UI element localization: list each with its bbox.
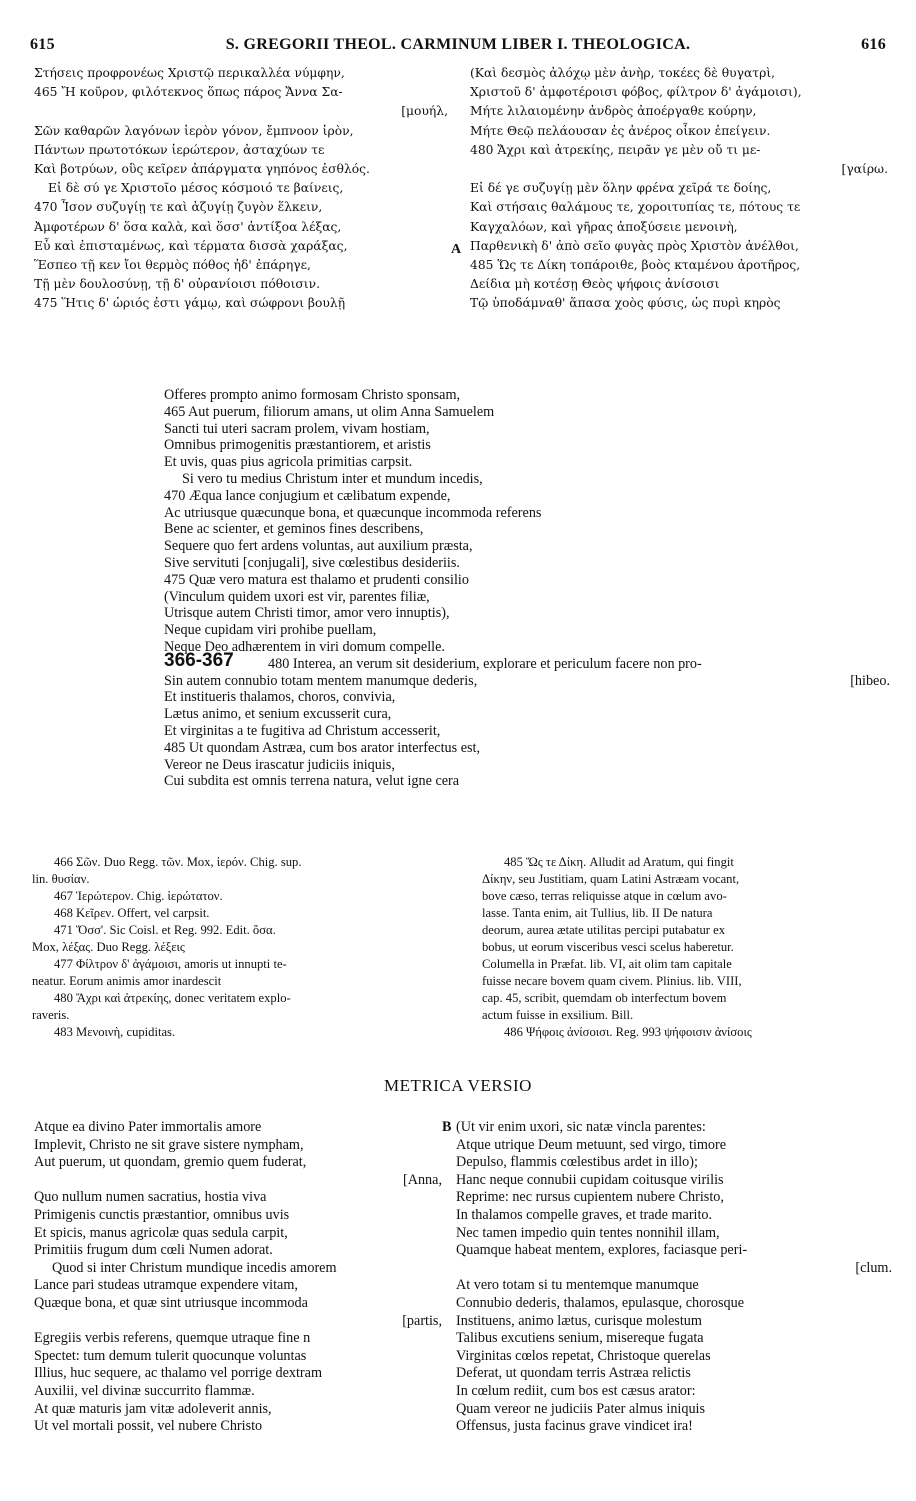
line-text: deorum, aurea ætate utilitas percipi putabatur ex	[482, 923, 726, 937]
line-text: Deferat, ut quondam terris Astræa relictis	[456, 1365, 691, 1382]
line-text: Εἰ δέ γε συζυγίῃ μὲν ὅλην φρένα χεῖρά τε δοίης,	[470, 181, 772, 196]
greek-verse-line	[34, 64, 452, 83]
line-text: bobus, ut eorum visceribus vesci scelus haberetur.	[482, 940, 734, 954]
line-text: Si vero tu medius Christum inter et mundum incedis,	[182, 470, 483, 487]
metrica-verse-line	[34, 1365, 446, 1383]
latin-verse-line	[164, 740, 890, 757]
footnote-line	[482, 905, 886, 922]
metrica-versio-right-column	[442, 1119, 896, 1436]
greek-verse-line	[470, 160, 888, 179]
metrica-verse-line	[34, 1154, 446, 1172]
line-text: Καὶ βοτρύων, οὓς κεῖρεν ἀπάργματα γηπόνος ἐσθλός.	[34, 161, 370, 176]
line-text: Mox, λέξας. Duo Regg. λέξεις	[32, 940, 185, 954]
line-text: [partis,	[402, 1312, 442, 1329]
latin-verse-line	[164, 555, 890, 572]
line-text: 467 Ἱερώτερον. Chig. ἱερώτατον.	[54, 889, 223, 903]
metrica-verse-line	[34, 1242, 446, 1260]
line-text: Et uvis, quas pius agricola primitias carpsit.	[164, 454, 413, 471]
metrica-verse-line	[456, 1154, 896, 1172]
line-text: Πάντων πρωτοτόκων ἱερώτερον, ἀσταχύων τε	[34, 142, 325, 157]
greek-text-right-column	[470, 64, 888, 313]
line-text: cap. 45, scribit, quemdam ob interfectum bovem	[482, 991, 727, 1005]
line-text: Depulso, flammis cœlestibus ardet in illo);	[456, 1154, 698, 1171]
line-text: [clum.	[855, 1259, 892, 1276]
metrica-verse-line	[34, 1189, 446, 1207]
latin-translation	[164, 387, 890, 790]
line-text: Illius, huc sequere, ac thalamo vel porrige dextram	[34, 1365, 322, 1382]
line-text: Sive servituti [conjugali], sive cœlestibus desideriis.	[164, 554, 460, 571]
footnote-line	[482, 956, 886, 973]
line-text: Primigenis cunctis præstantior, omnibus uvis	[34, 1206, 290, 1223]
line-text: Lance pari studeas utramque expendere vitam,	[34, 1277, 298, 1294]
line-text: Bene ac scienter, et geminos fines describens,	[164, 521, 424, 538]
line-text: Et institueris thalamos, choros, convivia,	[164, 689, 396, 706]
line-text: 485 Ὥς τε Δίκη. Alludit ad Aratum, qui fingit	[504, 855, 734, 869]
greek-verse-line	[470, 102, 888, 121]
footnote-line	[482, 1007, 886, 1024]
greek-verse-line	[34, 141, 452, 160]
line-text: In cœlum rediit, cum bos est cæsus arator:	[456, 1382, 696, 1399]
latin-verse-line	[164, 404, 890, 421]
section-title: METRICA VERSIO	[384, 1076, 532, 1095]
latin-verse-line	[164, 639, 890, 656]
metrica-verse-line	[456, 1277, 896, 1295]
greek-verse-line	[470, 275, 888, 294]
metrica-verse-line	[456, 1207, 896, 1225]
latin-verse-line	[164, 757, 890, 774]
greek-verse-line	[34, 102, 452, 121]
footnote-line	[32, 871, 436, 888]
line-text: Omnibus primogenitis præstantiorem, et aristis	[164, 437, 431, 454]
line-text: Ἀμφοτέρων δ' ὅσα καλὰ, καὶ ὅσσ' ἀντίξοα λέξας,	[34, 219, 342, 234]
latin-verse-line	[164, 572, 890, 589]
metrica-verse-line	[34, 1348, 446, 1366]
latin-verse-line	[164, 649, 890, 673]
line-text: Offeres prompto animo formosam Christo sponsam,	[164, 387, 461, 403]
greek-verse-line	[470, 198, 888, 217]
line-text: Nec tamen impedio quin tentes nonnihil illam,	[456, 1224, 720, 1241]
metrica-verse-line	[34, 1383, 446, 1401]
line-text: Atque ea divino Pater immortalis amore	[34, 1119, 262, 1135]
running-header	[30, 36, 886, 58]
line-text: Offensus, justa facinus grave vindicet ira!	[456, 1418, 693, 1435]
line-text: Egregiis verbis referens, quemque utraque fine n	[34, 1330, 311, 1347]
line-text: fuisse necare bovem quam civem. Plinius. lib. VIII,	[482, 974, 742, 988]
metrica-verse-line	[456, 1295, 896, 1313]
metrica-verse-line	[34, 1119, 446, 1137]
line-text: Σῶν καθαρῶν λαγόνων ἱερὸν γόνον, ἔμπνοον ἱρὸν,	[34, 123, 354, 138]
line-text: 475 Ἥτις δ' ὡριός ἐστι γάμῳ, καὶ σώφρονι βουλῇ	[34, 296, 346, 311]
line-text: Vereor ne Deus irascatur judiciis iniquis,	[164, 756, 395, 773]
line-text: Sequere quo fert ardens voluntas, aut auxilium præsta,	[164, 538, 473, 555]
footnote-line	[482, 871, 886, 888]
footnote-line	[32, 990, 436, 1007]
line-text: 471 Ὅσσ'. Sic Coisl. et Reg. 992. Edit. ὅσα.	[54, 923, 276, 937]
line-text: 465 Ἤ κοῦρον, φιλότεκνος ὅπως πάρος Ἄννα Σα-	[34, 85, 343, 100]
greek-verse-line	[34, 198, 452, 217]
line-text: actum fuisse in exsilium. Bill.	[482, 1008, 634, 1022]
latin-verse-line	[164, 454, 890, 471]
line-text: (Ut vir enim uxori, sic natæ vincla parentes:	[456, 1119, 706, 1135]
latin-verse-line	[164, 589, 890, 606]
line-text: Utrisque autem Christi timor, amor vero innuptis),	[164, 605, 450, 622]
metrica-verse-line	[456, 1313, 896, 1331]
line-text: bove cæso, terras reliquisse atque in cœlum avo-	[482, 889, 727, 903]
line-text: Sancti tui uteri sacram prolem, vivam hostiam,	[164, 420, 430, 437]
metrica-verse-line	[442, 1119, 896, 1137]
footnote-line	[32, 939, 436, 956]
metrica-verse-line	[456, 1418, 896, 1436]
line-text: 483 Μενοινὴ, cupiditas.	[54, 1025, 176, 1039]
footnotes-left-column	[32, 854, 436, 1041]
line-text: 475 Quæ vero matura est thalamo et prudenti consilio	[164, 571, 469, 588]
footnote-line	[482, 888, 886, 905]
metrica-verse-line	[456, 1330, 896, 1348]
line-text: Lætus animo, et senium excusserit cura,	[164, 706, 392, 723]
latin-verse-line	[164, 488, 890, 505]
line-text: In thalamos compelle graves, et trade marito.	[456, 1206, 713, 1223]
margin-letter-a: A	[451, 242, 462, 257]
line-text: Εὖ καὶ ἐπισταμένως, καὶ τέρματα δισσὰ χαράξας,	[34, 238, 348, 253]
greek-verse-line	[470, 64, 888, 83]
line-text: 485 Ὥς τε Δίκη τοπάροιθε, βοὸς κταμένου ἀροτῆρος,	[470, 257, 801, 272]
metrica-verse-line	[34, 1401, 446, 1419]
line-text: Εἰ δὲ σύ γε Χριστοῖο μέσος κόσμοιό τε βαίνεις,	[48, 181, 344, 196]
line-text: Cui subdita est omnis terrena natura, velut igne cera	[164, 773, 460, 790]
latin-verse-line	[164, 505, 890, 522]
footnotes-right-column	[482, 854, 886, 1041]
line-text: Τῷ ὑποδάμναθ' ἅπασα χοὸς φύσις, ὡς πυρὶ κηρὸς	[470, 296, 781, 311]
metrica-verse-line	[34, 1277, 446, 1295]
line-text: Δείδια μὴ κοτέσῃ Θεὸς ψήφοις ἀνίσοισι	[470, 277, 720, 292]
line-text: raveris.	[32, 1008, 70, 1022]
line-text: Talibus excutiens senium, misereque fugata	[456, 1330, 704, 1347]
greek-verse-line	[34, 275, 452, 294]
line-text: 480 Interea, an verum sit desiderium, explorare et periculum facere non pro-	[268, 655, 702, 672]
latin-verse-line	[164, 387, 890, 404]
metrica-verse-line	[456, 1260, 896, 1278]
line-text: 486 Ψήφοις ἀνίσοισι. Reg. 993 ψήφοισιν ἀνίσοις	[504, 1025, 752, 1039]
metrica-verse-line	[456, 1189, 896, 1207]
line-text: Τῇ μὲν δουλοσύνῃ, τῇ δ' οὐρανίοισι πόθοισιν.	[34, 277, 321, 292]
footnote-line	[32, 854, 436, 871]
latin-verse-line	[164, 605, 890, 622]
right-page-number: 616	[861, 36, 886, 53]
greek-verse-line	[34, 122, 452, 141]
metrica-verse-line	[34, 1313, 446, 1331]
greek-verse-line	[34, 294, 452, 313]
line-text: Quam vereor ne judiciis Pater almus iniquis	[456, 1400, 706, 1417]
line-text: Παρθενικὴ δ' ἀπὸ σεῖο φυγὰς πρὸς Χριστὸν ἀνέλθοι,	[470, 238, 799, 253]
footnote-line	[32, 922, 436, 939]
line-text: Ἕσπεο τῇ κεν ἴοι θερμὸς πόθος ἠδ' ἐπάρηγε,	[34, 257, 311, 272]
line-text: Quamque habeat mentem, explores, faciasque peri-	[456, 1242, 748, 1259]
footnote-line	[482, 990, 886, 1007]
greek-verse-line	[470, 179, 888, 198]
greek-verse-line	[34, 256, 452, 275]
metrica-verse-line	[34, 1330, 446, 1348]
footnote-line	[32, 973, 436, 990]
left-page-number: 615	[30, 36, 55, 53]
line-text: 477 Φίλτρον δ' ἀγάμοισι, amoris ut innupti te-	[54, 957, 287, 971]
line-text: lasse. Tanta enim, ait Tullius, lib. II De natura	[482, 906, 713, 920]
line-text: lin. θυσίαν.	[32, 872, 90, 886]
latin-verse-line	[164, 521, 890, 538]
footnote-line	[32, 1007, 436, 1024]
metrica-verse-line	[34, 1295, 446, 1313]
line-text: Virginitas cœlos repetat, Christoque querelas	[456, 1347, 711, 1364]
line-text: Implevit, Christo ne sit grave sistere nympham,	[34, 1136, 304, 1153]
line-text: Χριστοῦ δ' ἀμφοτέροισι φόβος, φίλτρον δ' ἀγάμοισι),	[470, 85, 802, 100]
line-text: Connubio dederis, thalamos, epulasque, chorosque	[456, 1294, 745, 1311]
line-text: 470 Æqua lance conjugium et cælibatum expende,	[164, 487, 451, 504]
line-text: Sin autem connubio totam mentem manumque dederis,	[164, 672, 478, 689]
line-text: Neque Deo adhærentem in viri domum compelle.	[164, 638, 445, 655]
line-text: Spectet: tum demum tulerit quocunque voluntas	[34, 1347, 307, 1364]
greek-verse-line	[470, 83, 888, 102]
line-text: At vero totam si tu mentemque manumque	[456, 1277, 699, 1294]
greek-verse-line	[34, 218, 452, 237]
footnote-line	[482, 973, 886, 990]
line-text: 485 Ut quondam Astræa, cum bos arator interfectus est,	[164, 739, 480, 756]
footnote-line	[482, 922, 886, 939]
latin-verse-line	[164, 673, 890, 690]
line-text: 468 Κεῖρεν. Offert, vel carpsit.	[54, 906, 210, 920]
line-text: Et virginitas a te fugitiva ad Christum accesserit,	[164, 722, 441, 739]
line-text: 465 Aut puerum, filiorum amans, ut olim Anna Samuelem	[164, 403, 495, 420]
line-text: Ac utriusque quæcunque bona, et quæcunque incommoda referens	[164, 504, 542, 521]
metrica-verse-line	[456, 1365, 896, 1383]
line-text: Στήσεις προφρονέως Χριστῷ περικαλλέα νύμφην,	[34, 66, 345, 80]
line-text: (Vinculum quidem uxori est vir, parentes filiæ,	[164, 588, 430, 605]
metrica-verse-line	[34, 1207, 446, 1225]
line-text: Aut puerum, ut quondam, gremio quem fuderat,	[34, 1154, 307, 1171]
greek-verse-line	[470, 294, 888, 313]
footnote-line	[32, 905, 436, 922]
line-text: 470 Ἶσον συζυγίῃ τε καὶ ἀζυγίῃ ζυγὸν ἕλκειν,	[34, 200, 323, 215]
line-text: [Anna,	[402, 1171, 442, 1188]
metrica-verse-line	[456, 1242, 896, 1260]
metrica-verse-line	[456, 1383, 896, 1401]
line-text: Ut vel mortali possit, vel nubere Christo	[34, 1418, 263, 1435]
greek-verse-line	[34, 237, 452, 256]
line-text: Hanc neque connubii cupidam coitusque virilis	[456, 1171, 724, 1188]
line-text: Reprime: nec rursus cupientem nubere Christo,	[456, 1189, 724, 1206]
footnote-line	[32, 888, 436, 905]
metrica-verse-line	[456, 1137, 896, 1155]
line-text: Columella in Præfat. lib. VI, ait olim tam capitale	[482, 957, 732, 971]
greek-verse-line	[470, 237, 888, 256]
greek-verse-line	[34, 179, 452, 198]
line-text: neatur. Eorum animis amor inardescit	[32, 974, 222, 988]
line-text: [μουήλ,	[401, 104, 448, 119]
line-text: At quæ maturis jam vitæ adoleverit annis,	[34, 1400, 272, 1417]
latin-verse-line	[164, 437, 890, 454]
metrica-verse-line	[34, 1225, 446, 1243]
line-text: 466 Σῶν. Duo Regg. τῶν. Mox, ἱερόν. Chig. sup.	[54, 855, 302, 869]
latin-verse-line	[164, 723, 890, 740]
line-text: Μήτε Θεῷ πελάουσαν ἐς ἀνέρος οἶκον ἐπείγειν.	[470, 123, 771, 138]
latin-verse-line	[164, 538, 890, 555]
footnote-line	[32, 1024, 436, 1041]
line-text: (Καὶ δεσμὸς ἀλόχῳ μὲν ἀνὴρ, τοκέες δὲ θυγατρὶ,	[470, 66, 776, 80]
greek-verse-line	[34, 83, 452, 102]
line-text: Et spicis, manus agricolæ quas sedula carpit,	[34, 1224, 288, 1241]
line-text: [γαίρω.	[841, 161, 888, 176]
latin-verse-line	[164, 622, 890, 639]
latin-verse-line	[164, 421, 890, 438]
metrica-verse-line	[456, 1348, 896, 1366]
line-text: Quo nullum numen sacratius, hostia viva	[34, 1189, 267, 1206]
latin-verse-line	[164, 689, 890, 706]
margin-letter-b: B	[442, 1119, 452, 1135]
line-text: Primitiis frugum dum cœli Numen adorat.	[34, 1242, 273, 1259]
line-text: 480 Ἄχρι καὶ ἀτρεκίης, πειρᾶν γε μὲν οὔ τι με-	[470, 142, 761, 157]
footnote-line	[482, 939, 886, 956]
line-text: Neque cupidam viri prohibe puellam,	[164, 622, 377, 639]
line-text: Quod si inter Christum mundique incedis amorem	[52, 1259, 337, 1276]
greek-verse-line	[470, 141, 888, 160]
greek-text-left-column	[34, 64, 452, 313]
line-text: Quæque bona, et quæ sint utriusque incommoda	[34, 1294, 308, 1311]
greek-verse-line	[470, 122, 888, 141]
greek-verse-line	[470, 256, 888, 275]
line-continuation: [hibeo.	[850, 672, 890, 689]
line-text: Καγχαλόων, καὶ γῆρας ἀποξύσειε μενοινὴ,	[470, 219, 738, 234]
metrica-verse-line	[34, 1418, 446, 1436]
metrica-verse-line	[34, 1137, 446, 1155]
latin-verse-line	[164, 773, 890, 790]
line-text: Μήτε λιλαιομένην ἀνδρὸς ἀποέργαθε κούρην,	[470, 104, 757, 119]
latin-verse-line	[164, 471, 890, 488]
footnote-line	[32, 956, 436, 973]
line-text: Atque utrique Deum metuunt, sed virgo, timore	[456, 1136, 727, 1153]
greek-verse-line	[470, 218, 888, 237]
metrica-versio-left-column	[34, 1119, 446, 1436]
line-text: Instituens, animo lætus, curisque molestum	[456, 1312, 702, 1329]
footnote-line	[482, 1024, 886, 1041]
metrica-verse-line	[456, 1225, 896, 1243]
running-title: S. GREGORII THEOL. CARMINUM LIBER I. THEOLOGICA.	[225, 36, 691, 53]
metrica-verse-line	[34, 1172, 446, 1190]
metrica-verse-line	[456, 1401, 896, 1419]
metrica-verse-line	[456, 1172, 896, 1190]
line-text: Δίκην, seu Justitiam, quam Latini Astræam vocant,	[482, 872, 740, 886]
line-text: Auxilii, vel divinæ succurrito flammæ.	[34, 1382, 255, 1399]
metrica-verse-line	[34, 1260, 446, 1278]
greek-verse-line	[34, 160, 452, 179]
column-number-marker: 366-367	[164, 649, 234, 671]
line-text: Καὶ στήσαις θαλάμους τε, χοροιτυπίας τε, πότους τε	[470, 200, 801, 215]
line-text: 480 Ἄχρι καὶ ἀτρεκίης, donec veritatem explo-	[54, 991, 291, 1005]
latin-verse-line	[164, 706, 890, 723]
footnote-line	[482, 854, 886, 871]
